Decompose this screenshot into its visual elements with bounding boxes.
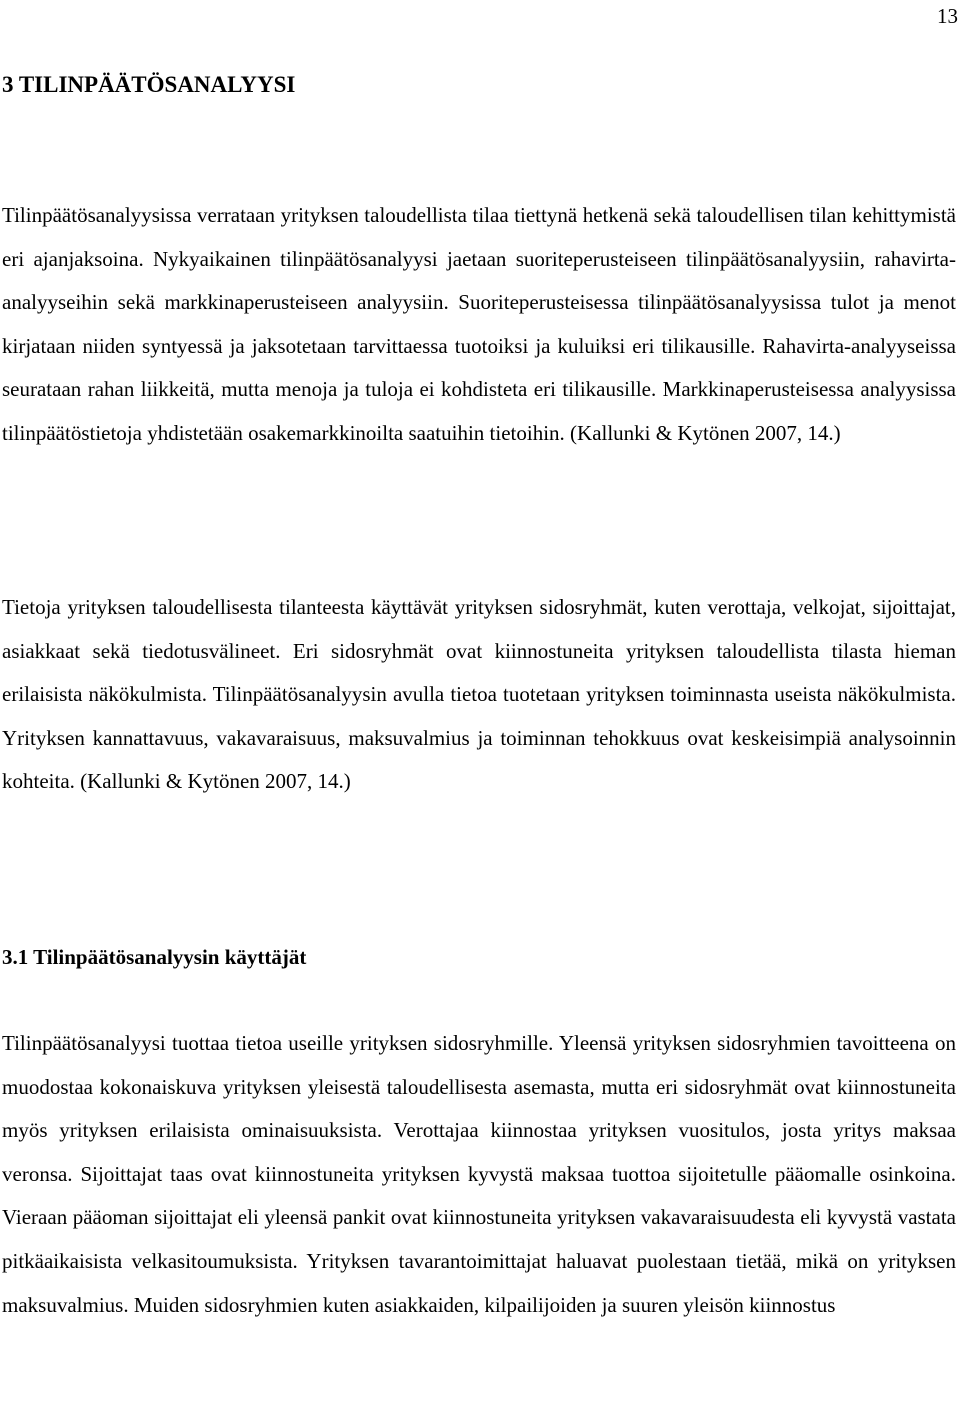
body-paragraph: Tietoja yrityksen taloudellisesta tilanteesta käyttävät yrityksen sidosryhmät, kuten verottaja, velkojat, sijoittajat, asiakkaat sekä tiedotusvälineet. Eri sidosryhmät ovat kiinnostuneita yrityksen taloudellista tilasta hieman erilaisista näkökulmista. Tilinpäätösanalyysin avulla tietoa tuotetaan yrityksen toiminnasta useista näkökulmista. Yrityksen kannattavuus, vakavaraisuus, maksuvalmius ja toiminnan tehokkuus ovat keskeisimpiä analysoinnin kohteita. (Kallunki & Kytönen 2007, 14.) xyxy=(2,595,956,794)
body-paragraph: Tilinpäätösanalyysissa verrataan yrityksen taloudellista tilaa tiettynä hetkenä sekä taloudellisen tilan kehittymistä eri ajanjaksoina. Nykyaikainen tilinpäätösanalyysi jaetaan suoriteperusteiseen tilinpäätösanalyysiin, rahavirta-analyyseihin sekä markkinaperusteiseen analyysiin. Suoriteperusteisessa tilinpäätösanalyysissa tulot ja menot kirjataan niiden syntyessä ja jaksotetaan tarvittaessa tuotoiksi ja kuluiksi eri tilikausille. Rahavirta-analyyseissa seurataan rahan liikkeitä, mutta menoja ja tuloja ei kohdisteta eri tilikausille. Markkinaperusteisessa analyysissa tilinpäätöstietoja yhdistetään osakemarkkinoilta saatuihin tietoihin. (Kallunki & Kytönen 2007, 14.) xyxy=(2,203,956,445)
page-number: 13 xyxy=(937,4,958,28)
section-heading: 3.1 Tilinpäätösanalyysin käyttäjät xyxy=(2,945,307,969)
body-paragraph: Tilinpäätösanalyysi tuottaa tietoa useille yrityksen sidosryhmille. Yleensä yrityksen sidosryhmien tavoitteena on muodostaa kokonaiskuva yrityksen yleisestä taloudellisesta asemasta, mutta eri sidosryhmät ovat kiinnostuneita myös yrityksen erilaisista ominaisuuksista. Verottajaa kiinnostaa yrityksen vuositulos, josta yritys maksaa veronsa. Sijoittajat taas ovat kiinnostuneita yrityksen kyvystä maksaa tuottoa sijoitetulle pääomalle osinkoina. Vieraan pääoman sijoittajat eli yleensä pankit ovat kiinnostuneita yrityksen vakavaraisuudesta eli kyvystä vastata pitkäaikaisista velkasitoumuksista. Yrityksen tavarantoimittajat haluavat puolestaan tietää, mikä on yrityksen maksuvalmius. Muiden sidosryhmien kuten asiakkaiden, kilpailijoiden ja suuren yleisön kiinnostus xyxy=(2,1031,956,1317)
chapter-heading: 3 TILINPÄÄTÖSANALYYSI xyxy=(2,72,296,97)
